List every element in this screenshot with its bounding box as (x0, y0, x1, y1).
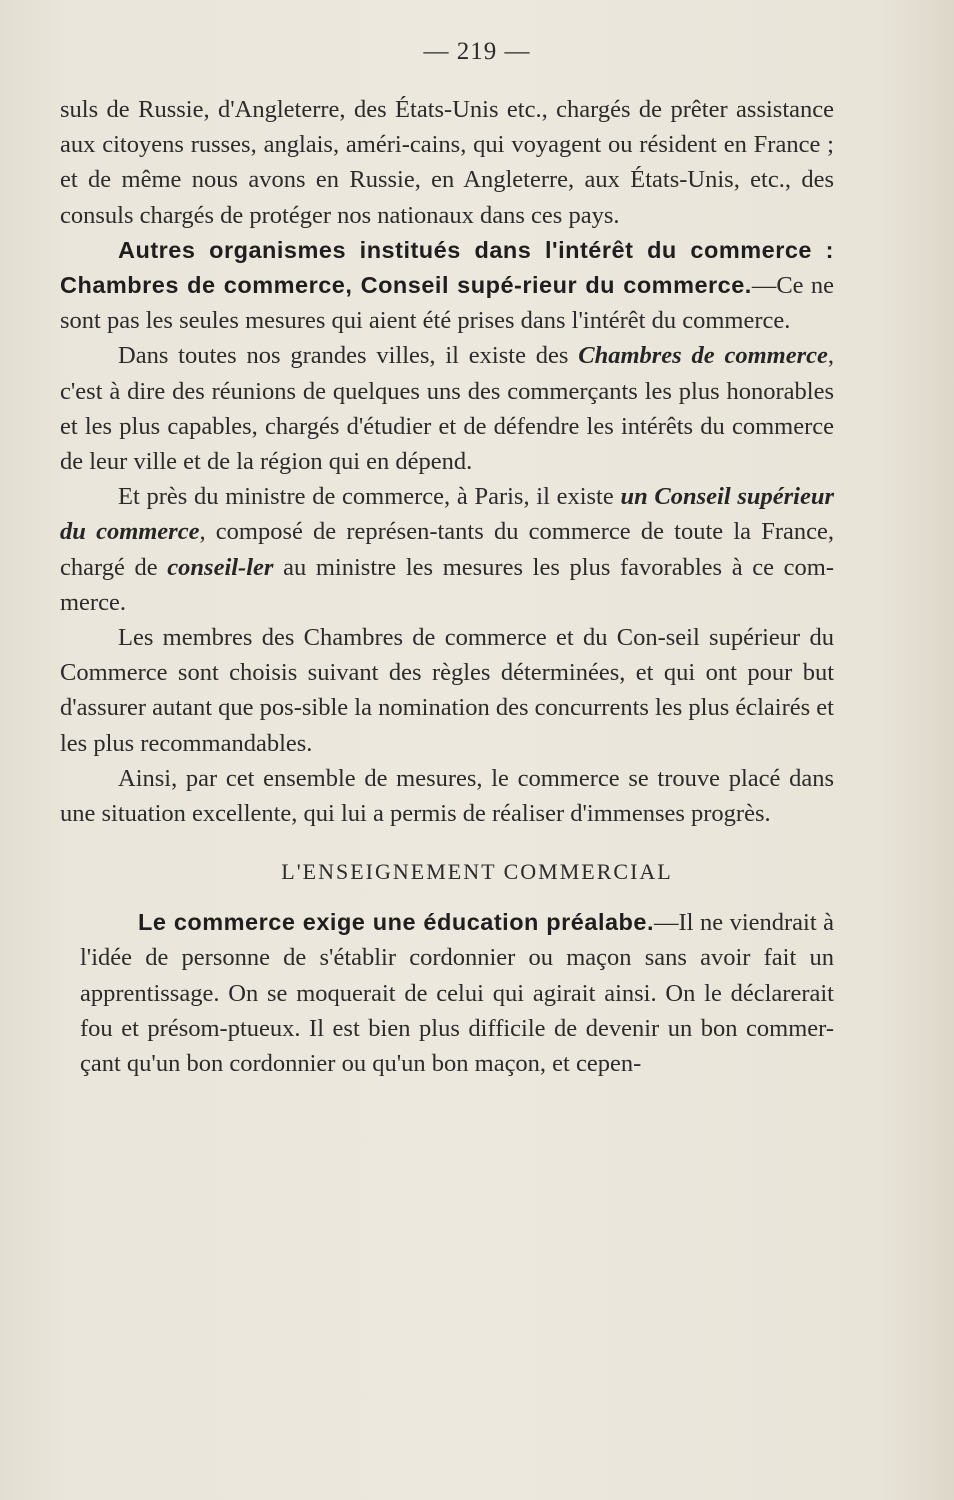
section1-paragraph-1 (60, 233, 834, 339)
section2-text (60, 905, 834, 1081)
text-run: Et près du ministre de commerce, à Paris, il existe (118, 483, 621, 511)
section1-heading: Autres organismes institués dans l'intérêt du commerce : Chambres de commerce, Conseil supé-rieur du commerce. (60, 236, 834, 299)
text-run: , c'est à dire des réunions de quelques uns des commerçants les plus honorables et les plus capables, chargés d'étudier et de défendre les intérêts du commerce de leur ville et de la région qui en dépend. (60, 342, 834, 476)
italic-term-chambres: Chambres de commerce (578, 342, 828, 370)
page-number: — 219 — (423, 38, 531, 65)
section1-paragraph-3 (60, 479, 834, 620)
section1-heading-continuation: —Ce ne sont pas les seules mesures qui aient été prises dans l'intérêt du commerce. (60, 272, 834, 335)
italic-term-conseiller: conseil-ler (167, 553, 274, 581)
intro-paragraph: suls de Russie, d'Angleterre, des États-Unis etc., chargés de prêter assistance aux citoyens russes, anglais, améri-cains, qui voyagent ou résident en France ; et de même nous avons en Russie, en Angleterre, aux États-Unis, etc., des consuls chargés de protéger nos nationaux dans ces pays. (60, 96, 834, 229)
section2-paragraph-1 (80, 905, 834, 1081)
section1-paragraph-5: Ainsi, par cet ensemble de mesures, le commerce se trouve placé dans une situation excellente, qui lui a permis de réaliser d'immenses progrès. (60, 764, 834, 828)
text-run: au ministre les mesures les plus favorables à ce com-merce. (60, 553, 834, 616)
text-run: Dans toutes nos grandes villes, il existe des (118, 342, 579, 370)
section1-paragraph-4: Les membres des Chambres de commerce et du Con-seil supérieur du Commerce sont choisis suivant des règles déterminées, et qui ont pour but d'assurer autant que pos-sible la nomination des concurrents les plus éclairés et les plus recommandables. (60, 624, 834, 757)
body-text (60, 92, 834, 831)
section2-title: L'ENSEIGNEMENT COMMERCIAL (281, 859, 673, 885)
section1-paragraph-2 (60, 338, 834, 479)
text-run: , composé de représen-tants du commerce de toute la France, chargé de (60, 518, 834, 581)
section2-heading: Le commerce exige une éducation préalabe. (138, 909, 654, 936)
section2-heading-continuation: —Il ne viendrait à l'idée de personne de s'établir cordonnier ou maçon sans avoir fait un apprentissage. On se moquerait de celui qui agirait ainsi. On le déclarerait fou et présom-ptueux. Il est bien plus difficile de devenir un bon commer-çant qu'un bon cordonnier ou qu'un bon maçon, et cepen- (80, 909, 835, 1078)
italic-term-conseil: un Conseil supérieur du commerce (60, 483, 834, 546)
